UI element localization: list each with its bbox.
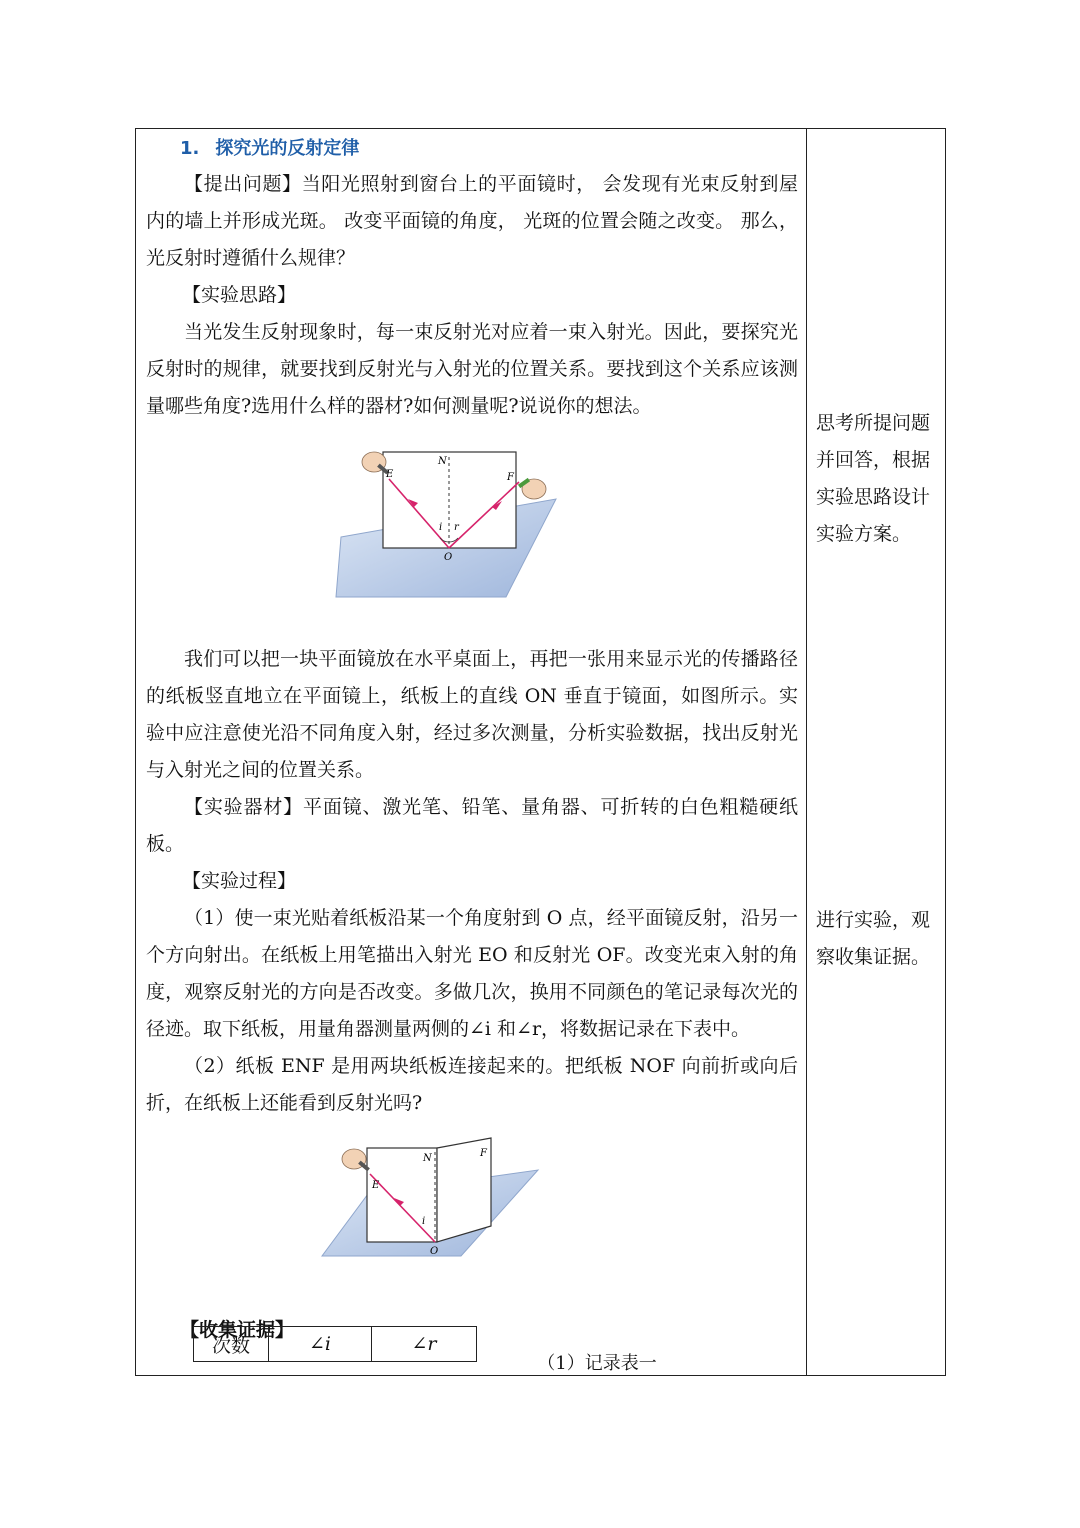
figure-reflection-setup bbox=[146, 437, 798, 633]
main-column bbox=[146, 128, 798, 1379]
label2-i: i bbox=[422, 1216, 426, 1227]
label-r: r bbox=[454, 522, 459, 533]
evidence-heading: 【收集证据】 bbox=[180, 1319, 295, 1341]
hand-icon bbox=[342, 1149, 370, 1171]
label-E: E bbox=[386, 469, 394, 480]
table-caption: （1）记录表一 bbox=[537, 1353, 657, 1374]
table-row bbox=[194, 1327, 477, 1362]
hand-right-icon bbox=[518, 478, 546, 499]
figure-1-svg bbox=[146, 437, 798, 633]
side-note-2: 进行实验，观察收集证据。 bbox=[816, 909, 931, 968]
section-title-text: 探究光的反射定律 bbox=[215, 138, 360, 159]
question-paragraph: 【提出问题】当阳光照射到窗台上的平面镜时， 会发现有光束反射到屋内的墙上并形成光斑。 改变平面镜的角度， 光斑的位置会随之改变。 那么， 光反射时遵循什么规律？ bbox=[146, 173, 798, 269]
figure-folded-board bbox=[146, 1134, 798, 1312]
label-O: O bbox=[444, 552, 453, 563]
label2-F: F bbox=[480, 1148, 487, 1159]
step1-paragraph: （1）使一束光贴着纸板沿某一个角度射到 O 点，经平面镜反射，沿另一个方向射出。在纸板上用笔描出入射光 EO 和反射光 OF。改变光束入射的角度，观察反射光的方向是否改变。多做几次，换用不同颜色的笔记录每次光的径迹。取下纸板，用量角器测量两侧的∠i 和∠r，将数据记录在下表中。 bbox=[146, 907, 798, 1040]
section-number: 1. bbox=[180, 138, 200, 159]
materials-paragraph: 【实验器材】平面镜、激光笔、铅笔、量角器、可折转的白色粗糙硬纸板。 bbox=[146, 796, 798, 855]
label-i: i bbox=[439, 522, 443, 533]
idea-paragraph: 当光发生反射现象时，每一束反射光对应着一束入射光。因此，要探究光反射时的规律，就要找到反射光与入射光的位置关系。要找到这个关系应该测量哪些角度?选用什么样的器材?如何测量呢?说说你的想法。 bbox=[146, 321, 798, 417]
column-divider bbox=[806, 128, 807, 1376]
idea-heading: 【实验思路】 bbox=[182, 284, 297, 306]
label-F: F bbox=[507, 472, 514, 483]
label2-E: E bbox=[372, 1180, 380, 1191]
header-count: 次数 bbox=[194, 1327, 269, 1362]
figure-2-svg bbox=[146, 1134, 798, 1312]
side-note-1: 思考所提问题并回答，根据实验思路设计实验方案。 bbox=[816, 412, 931, 545]
process-heading: 【实验过程】 bbox=[182, 870, 297, 892]
label2-N: N bbox=[423, 1153, 432, 1164]
header-angle-i: ∠i bbox=[269, 1327, 372, 1362]
method-paragraph: 我们可以把一块平面镜放在水平桌面上，再把一张用来显示光的传播路径的纸板竖直地立在平面镜上，纸板上的直线 ON 垂直于镜面，如图所示。实验中应注意使光沿不同角度入射，经过多次测量，分析实验数据，找出反射光与入射光之间的位置关系。 bbox=[146, 648, 798, 781]
section-title bbox=[180, 134, 798, 164]
record-table bbox=[193, 1326, 477, 1362]
step2-paragraph: （2）纸板 ENF 是用两块纸板连接起来的。把纸板 NOF 向前折或向后折，在纸板上还能看到反射光吗? bbox=[146, 1055, 798, 1114]
label-N: N bbox=[438, 456, 447, 467]
header-angle-r: ∠r bbox=[372, 1327, 477, 1362]
label2-O: O bbox=[430, 1246, 439, 1257]
